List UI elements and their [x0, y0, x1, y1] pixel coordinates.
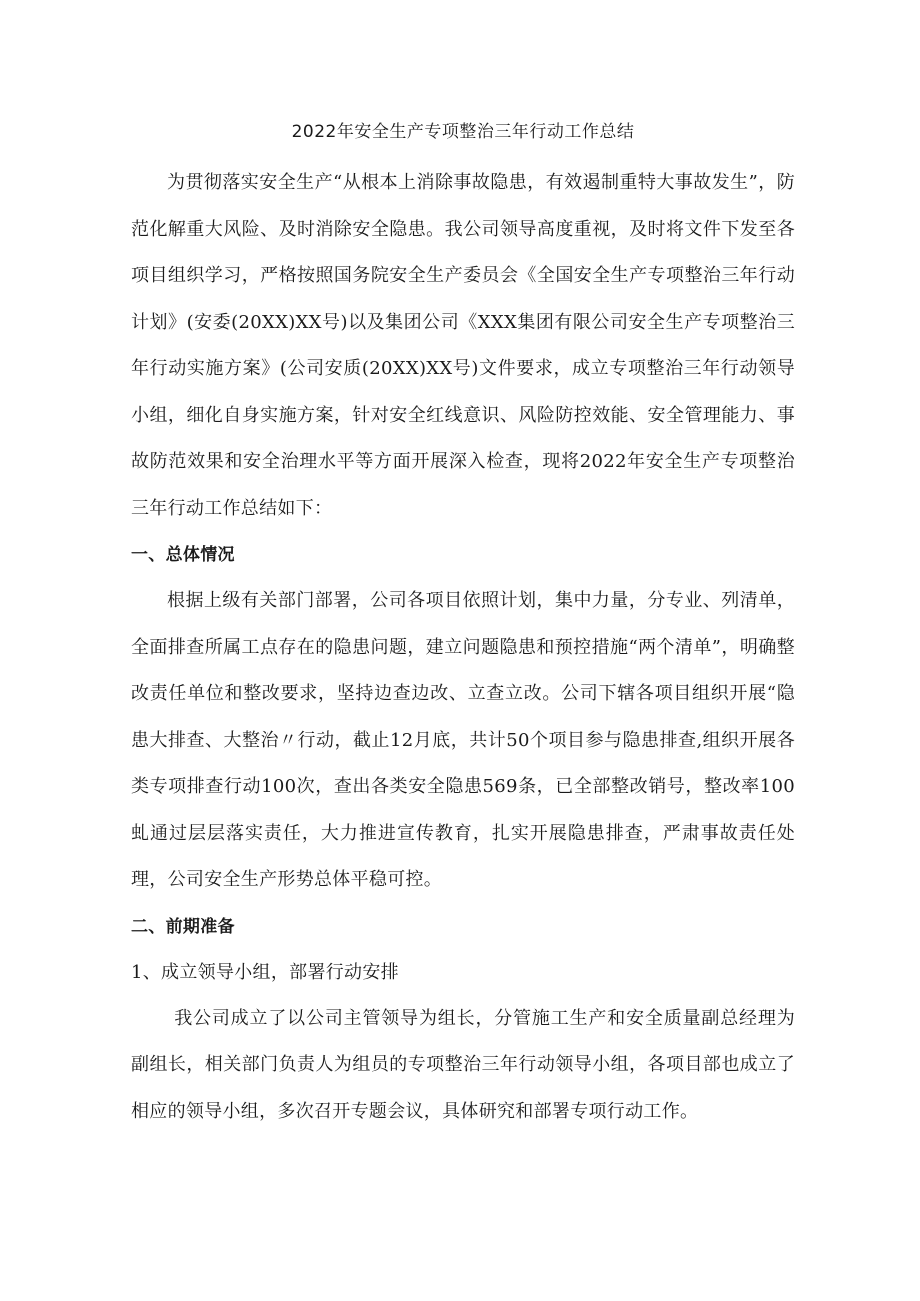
intro-paragraph: 为贯彻落实安全生产“从根本上消除事故隐患，有效遏制重特大事故发生”，防范化解重大风险、及时消除安全隐患。我公司领导高度重视，及时将文件下发至各项目组织学习，严格按照国务院安全生产委员会《全国安全生产专项整治三年行动计划》(安委(20XX)XX号)以及集团公司《XXX集团有限公司安全生产专项整治三年行动实施方案》(公司安质(20XX)XX号)文件要求，成立专项整治三年行动领导小组，细化自身实施方案，针对安全红线意识、风险防控效能、安全管理能力、事故防范效果和安全治理水平等方面开展深入检查，现将2022年安全生产专项整治三年行动工作总结如下：	[131, 172, 795, 519]
preparation-paragraph: 我公司成立了以公司主管领导为组长，分管施工生产和安全质量副总经理为副组长，相关部门负责人为组员的专项整治三年行动领导小组，各项目部也成立了相应的领导小组，多次召开专题会议，具体研究和部署专项行动工作。	[131, 1007, 795, 1122]
section-heading-preparation: 二、前期准备	[131, 916, 235, 937]
document-title: 2022年安全生产专项整治三年行动工作总结	[291, 122, 635, 142]
document-body	[131, 118, 795, 1135]
subheading-leadership-group: 1、成立领导小组，部署行动安排	[131, 961, 399, 983]
overview-paragraph: 根据上级有关部门部署，公司各项目依照计划，集中力量，分专业、列清单，全面排查所属工点存在的隐患问题，建立问题隐患和预控措施“两个清单”，明确整改责任单位和整改要求，坚持边查边改、立查立改。公司下辖各项目组织开展“隐患大排查、大整治〃行动，截止12月底，共计50个项目参与隐患排查,组织开展各类专项排查行动100次，查出各类安全隐患569条，已全部整改销号，整改率100虬通过层层落实责任，大力推进宣传教育，扎实开展隐患排查，严肃事故责任处理，公司安全生产形势总体平稳可控。	[131, 590, 795, 890]
section-heading-overview: 一、总体情况	[131, 545, 235, 565]
